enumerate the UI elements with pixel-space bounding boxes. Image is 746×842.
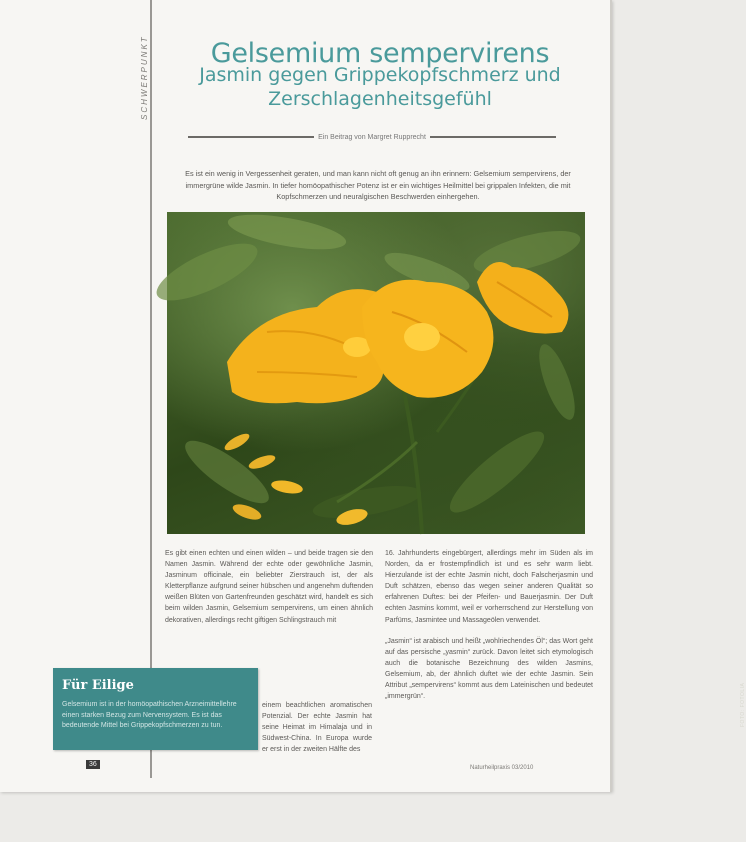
summary-box-title: Für Eilige — [62, 678, 134, 693]
body-paragraph: 16. Jahrhunderts eingebürgert, allerdings mehr im Süden als im Norden, da er frostempfindlich ist und es sehr warm liebt. Hierzulande ist der echte Jasmin nicht, doch Falscherjasmin und Duft schätzen, ebenso das wegen seiner anderen Qualität so erfahrenen Duftes: bei der Pfeifen- und Bauerjasmin. Der Duft echten Jasmins kommt, weil er vorherrschend zur Herstellung von Parfüms, Jasmintee und Massageölen verwendet. — [385, 550, 593, 624]
body-column-1-continued — [262, 700, 372, 755]
footer-publication: Naturheilpraxis 03/2010 — [470, 765, 534, 771]
section-label: SCHWERPUNKT — [140, 35, 149, 120]
body-column-1 — [165, 548, 373, 626]
article-title: Gelsemium sempervirens — [210, 38, 550, 70]
body-column-2 — [385, 548, 593, 702]
byline-rule-left — [188, 136, 314, 138]
article-subtitle: Jasmin gegen Grippekopfschmerz und Zerschlagenheitsgefühl — [199, 64, 561, 110]
byline: Ein Beitrag von Margret Rupprecht — [318, 133, 426, 141]
byline-rule-right — [430, 136, 556, 138]
body-paragraph: einem beachtlichen aromatischen Potenzial. Der echte Jasmin hat seine Heimat im Himalaja und in Südwest-China. In Europa wurde er erst in der zweiten Hälfte des — [262, 702, 372, 754]
byline-row — [188, 131, 556, 143]
body-paragraph: Es gibt einen echten und einen wilden – und beide tragen sie den Namen Jasmin. Während der echte oder gewöhnliche Jasmin, Jasminum officinale, ein beliebter Zierstrauch ist, der als Kletterpflanze aufgrund seiner hübschen und angenehm duftenden weißen Blüten von Gartenfreunden geschätzt wird, handelt es sich beim wilden Jasmin, Gelsemium sempervirens, um einen ähnlich dekorativen, allerdings recht giftigen Schlingstrauch mit — [165, 550, 373, 624]
section-divider-line — [150, 0, 152, 778]
intro-paragraph: Es ist ein wenig in Vergessenheit geraten, und man kann nicht oft genug an ihn erinnern: Gelsemium sempervirens, der immergrüne wilde Jasmin. In tiefer homöopathischer Potenz ist er ein wichtiges Heilmittel bei grippalen Infekten, die mit Kopfschmerzen und neuralgischen Beschwerden einhergehen. — [185, 169, 571, 202]
photo-credit: FOTO: FOTOLIA — [740, 682, 746, 727]
page-number: 36 — [86, 760, 100, 769]
summary-box-text: Gelsemium ist in der homöopathischen Arzneimittellehre einen starken Bezug zum Nervensystem. Es ist das bedeutende Mittel bei Grippekopfschmerzen zu tun. — [62, 701, 237, 729]
flower-illustration — [167, 212, 585, 534]
body-paragraph: „Jasmin“ ist arabisch und heißt „wohlriechendes Öl“; das Wort geht auf das persische „yasmin“ zurück. Davon leitet sich etymologisch auch die botanische Bezeichnung des wilden Jasmins, Gelsemium, ab, der ähnlich duftet wie der echte Jasmin. Sein Attribut „sempervirens“ kommt aus dem Lateinischen und bedeutet „immergrün“. — [385, 637, 593, 701]
summary-box — [53, 668, 258, 750]
